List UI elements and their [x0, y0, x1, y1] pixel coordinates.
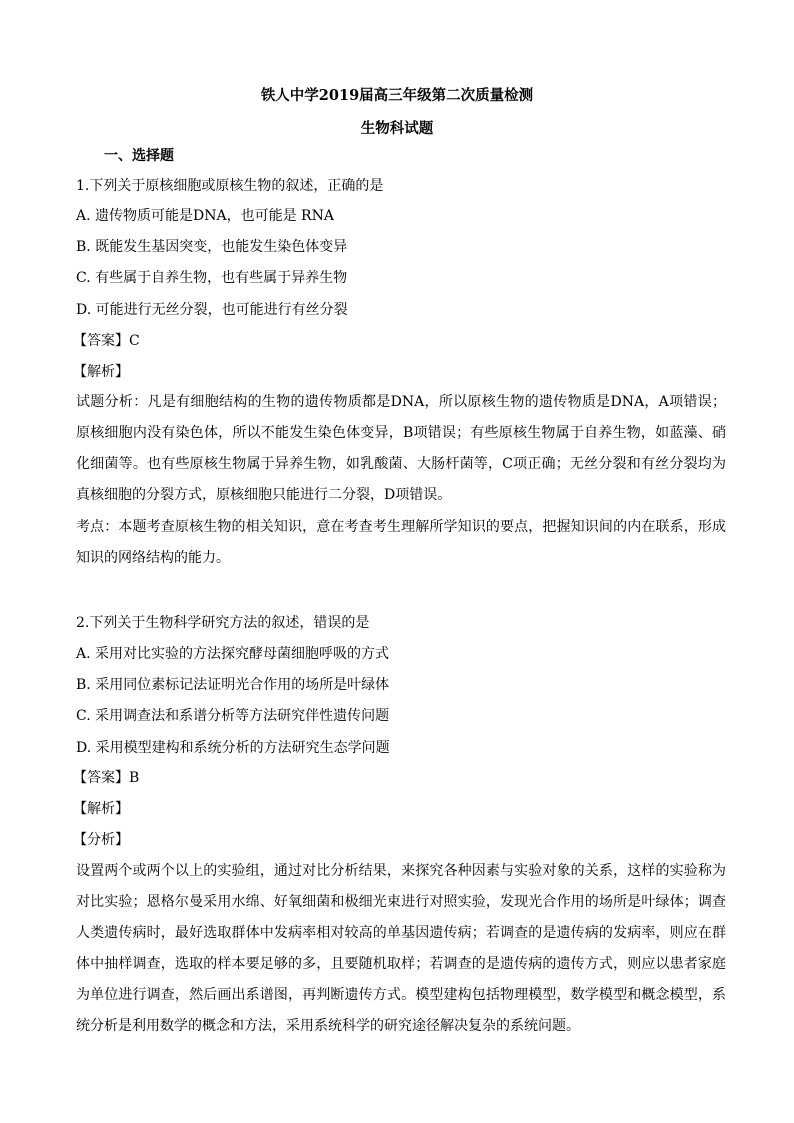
exam-title: 铁人中学2019届高三年级第二次质量检测: [260, 87, 534, 104]
question-1-analysis: 试题分析：凡是有细胞结构的生物的遗传物质都是DNA，所以原核生物的遗传物质是DNA，A项错误；原核细胞内没有染色体，所以不能发生染色体变异，B项错误；有些原核生物属于自养生物，如蓝藻、硝化细菌等。也有些原核生物属于异养生物，如乳酸菌、大肠杆菌等，C项正确；无丝分裂和有丝分裂均为真核细胞的分裂方式，原核细胞只能进行二分裂，D项错误。: [76, 394, 726, 503]
exam-subtitle: 生物科试题: [360, 120, 434, 137]
question-2-stem: 2.下列关于生物科学研究方法的叙述，错误的是: [76, 615, 370, 631]
question-2-analysis: 设置两个或两个以上的实验组，通过对比分析结果，来探究各种因素与实验对象的关系，这样的实验称为对比实验；恩格尔曼采用水绵、好氧细菌和极细光束进行对照实验，发现光合作用的场所是叶绿体；调查人类遗传病时，最好选取群体中发病率相对较高的单基因遗传病；若调查的是遗传病的发病率，则应在群体中抽样调查，选取的样本要足够的多，且要随机取样；若调查的是遗传病的遗传方式，则应以患者家庭为单位进行调查，然后画出系谱图，再判断遗传方式。模型建构包括物理模型，数学模型和概念模型，系统分析是利用数学的概念和方法，采用系统科学的研究途径解决复杂的系统问题。: [76, 863, 726, 1034]
question-2-answer: 【答案】B: [73, 770, 140, 786]
question-2-analysis-sub-label: 【分析】: [73, 832, 129, 848]
question-2-analysis-label: 【解析】: [73, 801, 129, 817]
question-1-option-b: B. 既能发生基因突变，也能发生染色体变异: [76, 239, 348, 255]
question-1-point: 考点：本题考查原核生物的相关知识，意在考查考生理解所学知识的要点，把握知识间的内在联系，形成知识的网络结构的能力。: [76, 519, 726, 566]
question-2-option-c: C. 采用调查法和系谱分析等方法研究伴性遗传问题: [76, 708, 390, 724]
question-2-option-d: D. 采用模型建构和系统分析的方法研究生态学问题: [76, 740, 390, 756]
question-1-option-c: C. 有些属于自养生物，也有些属于异养生物: [76, 270, 348, 286]
question-1-option-a: A. 遗传物质可能是DNA，也可能是 RNA: [76, 208, 334, 224]
question-1-stem: 1.下列关于原核细胞或原核生物的叙述，正确的是: [76, 178, 384, 194]
question-1-answer: 【答案】C: [73, 333, 140, 349]
question-1-analysis-label: 【解析】: [73, 364, 129, 380]
question-2-option-a: A. 采用对比实验的方法探究酵母菌细胞呼吸的方式: [76, 646, 390, 662]
section-heading: 一、选择题: [104, 148, 174, 164]
question-1-option-d: D. 可能进行无丝分裂，也可能进行有丝分裂: [76, 302, 348, 318]
question-2-option-b: B. 采用同位素标记法证明光合作用的场所是叶绿体: [76, 677, 390, 693]
